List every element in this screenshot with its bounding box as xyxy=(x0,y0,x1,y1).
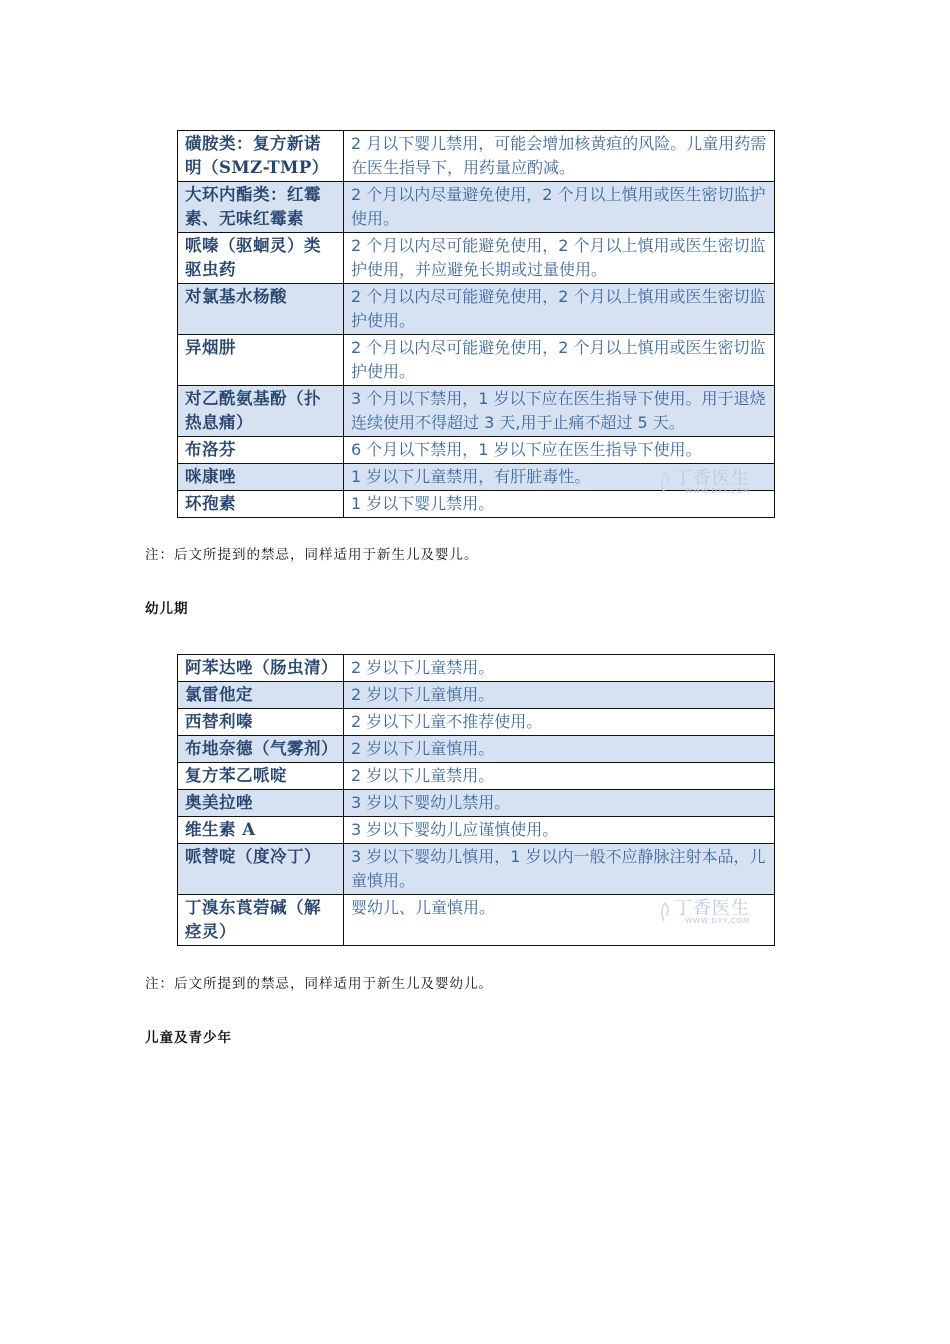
drug-note: 2 岁以下儿童禁用。 xyxy=(344,655,775,682)
drug-name: 哌替啶（度冷丁） xyxy=(178,844,344,895)
watermark-url: WWW.DXY.COM xyxy=(685,487,750,495)
drug-note: 2 个月以内尽可能避免使用，2 个月以上慎用或医生密切监护使用。 xyxy=(344,335,775,386)
drug-name: 咪康唑 xyxy=(178,464,344,491)
drug-name: 哌嗪（驱蛔灵）类驱虫药 xyxy=(178,233,344,284)
table-row xyxy=(178,709,775,736)
drug-note: 2 月以下婴儿禁用，可能会增加核黄疸的风险。儿童用药需在医生指导下，用药量应酌减。 xyxy=(344,131,775,182)
drug-note: 1 岁以下婴儿禁用。 xyxy=(344,491,775,518)
watermark-text: 丁香医生 xyxy=(674,468,750,489)
drug-note: 3 个月以下禁用，1 岁以下应在医生指导下使用。用于退烧连续使用不得超过 3 天,用于止痛不超过 5 天。 xyxy=(344,386,775,437)
drug-name: 大环内酯类：红霉素、无味红霉素 xyxy=(178,182,344,233)
table-row xyxy=(178,335,775,386)
drug-name: 复方苯乙哌啶 xyxy=(178,763,344,790)
drug-name: 奥美拉唑 xyxy=(178,790,344,817)
drug-note: 2 个月以内尽量避免使用，2 个月以上慎用或医生密切监护使用。 xyxy=(344,182,775,233)
table-row xyxy=(178,763,775,790)
drug-name: 布地奈德（气雾剂） xyxy=(178,736,344,763)
drug-note: 2 岁以下儿童慎用。 xyxy=(344,682,775,709)
drug-name: 对乙酰氨基酚（扑热息痛） xyxy=(178,386,344,437)
drug-name: 氯雷他定 xyxy=(178,682,344,709)
table-row xyxy=(178,790,775,817)
watermark-text: 丁香医生 xyxy=(674,898,750,919)
drug-note: 3 岁以下婴幼儿禁用。 xyxy=(344,790,775,817)
section-heading: 儿童及青少年 xyxy=(145,1030,232,1046)
drug-name: 异烟肼 xyxy=(178,335,344,386)
watermark-logo xyxy=(674,900,750,925)
drug-table-infant xyxy=(177,130,775,518)
table-row xyxy=(178,182,775,233)
drug-name: 对氯基水杨酸 xyxy=(178,284,344,335)
drug-name: 西替利嗪 xyxy=(178,709,344,736)
drug-note: 3 岁以下婴幼儿应谨慎使用。 xyxy=(344,817,775,844)
clove-icon xyxy=(658,902,671,922)
drug-name: 磺胺类：复方新诺明（SMZ-TMP） xyxy=(178,131,344,182)
table-row xyxy=(178,386,775,437)
drug-name: 维生素 A xyxy=(178,817,344,844)
drug-note: 3 岁以下婴幼儿慎用，1 岁以内一般不应静脉注射本品，儿童慎用。 xyxy=(344,844,775,895)
drug-note: 2 岁以下儿童不推荐使用。 xyxy=(344,709,775,736)
drug-note: 2 岁以下儿童慎用。 xyxy=(344,736,775,763)
drug-note: 婴幼儿、儿童慎用。 xyxy=(344,895,775,946)
watermark-url: WWW.DXY.COM xyxy=(685,917,750,925)
table-row xyxy=(178,437,775,464)
drug-name: 丁溴东莨菪碱（解痉灵） xyxy=(178,895,344,946)
drug-name: 阿苯达唑（肠虫清） xyxy=(178,655,344,682)
table-row xyxy=(178,655,775,682)
table-row xyxy=(178,682,775,709)
table-row xyxy=(178,131,775,182)
drug-note: 6 个月以下禁用，1 岁以下应在医生指导下使用。 xyxy=(344,437,775,464)
table-row xyxy=(178,844,775,895)
table-row xyxy=(178,284,775,335)
table-row xyxy=(178,233,775,284)
footnote: 注：后文所提到的禁忌，同样适用于新生儿及婴儿。 xyxy=(145,547,479,563)
drug-note: 1 岁以下儿童禁用，有肝脏毒性。 xyxy=(344,464,775,491)
table-row xyxy=(178,736,775,763)
drug-name: 布洛芬 xyxy=(178,437,344,464)
drug-note: 2 个月以内尽可能避免使用，2 个月以上慎用或医生密切监护使用，并应避免长期或过量使用。 xyxy=(344,233,775,284)
section-heading: 幼儿期 xyxy=(145,601,189,617)
drug-note: 2 岁以下儿童禁用。 xyxy=(344,763,775,790)
clove-icon xyxy=(658,472,671,492)
drug-name: 环孢素 xyxy=(178,491,344,518)
watermark-logo xyxy=(674,470,750,495)
drug-note: 2 个月以内尽可能避免使用，2 个月以上慎用或医生密切监护使用。 xyxy=(344,284,775,335)
footnote: 注：后文所提到的禁忌，同样适用于新生儿及婴幼儿。 xyxy=(145,976,493,992)
table-row xyxy=(178,817,775,844)
